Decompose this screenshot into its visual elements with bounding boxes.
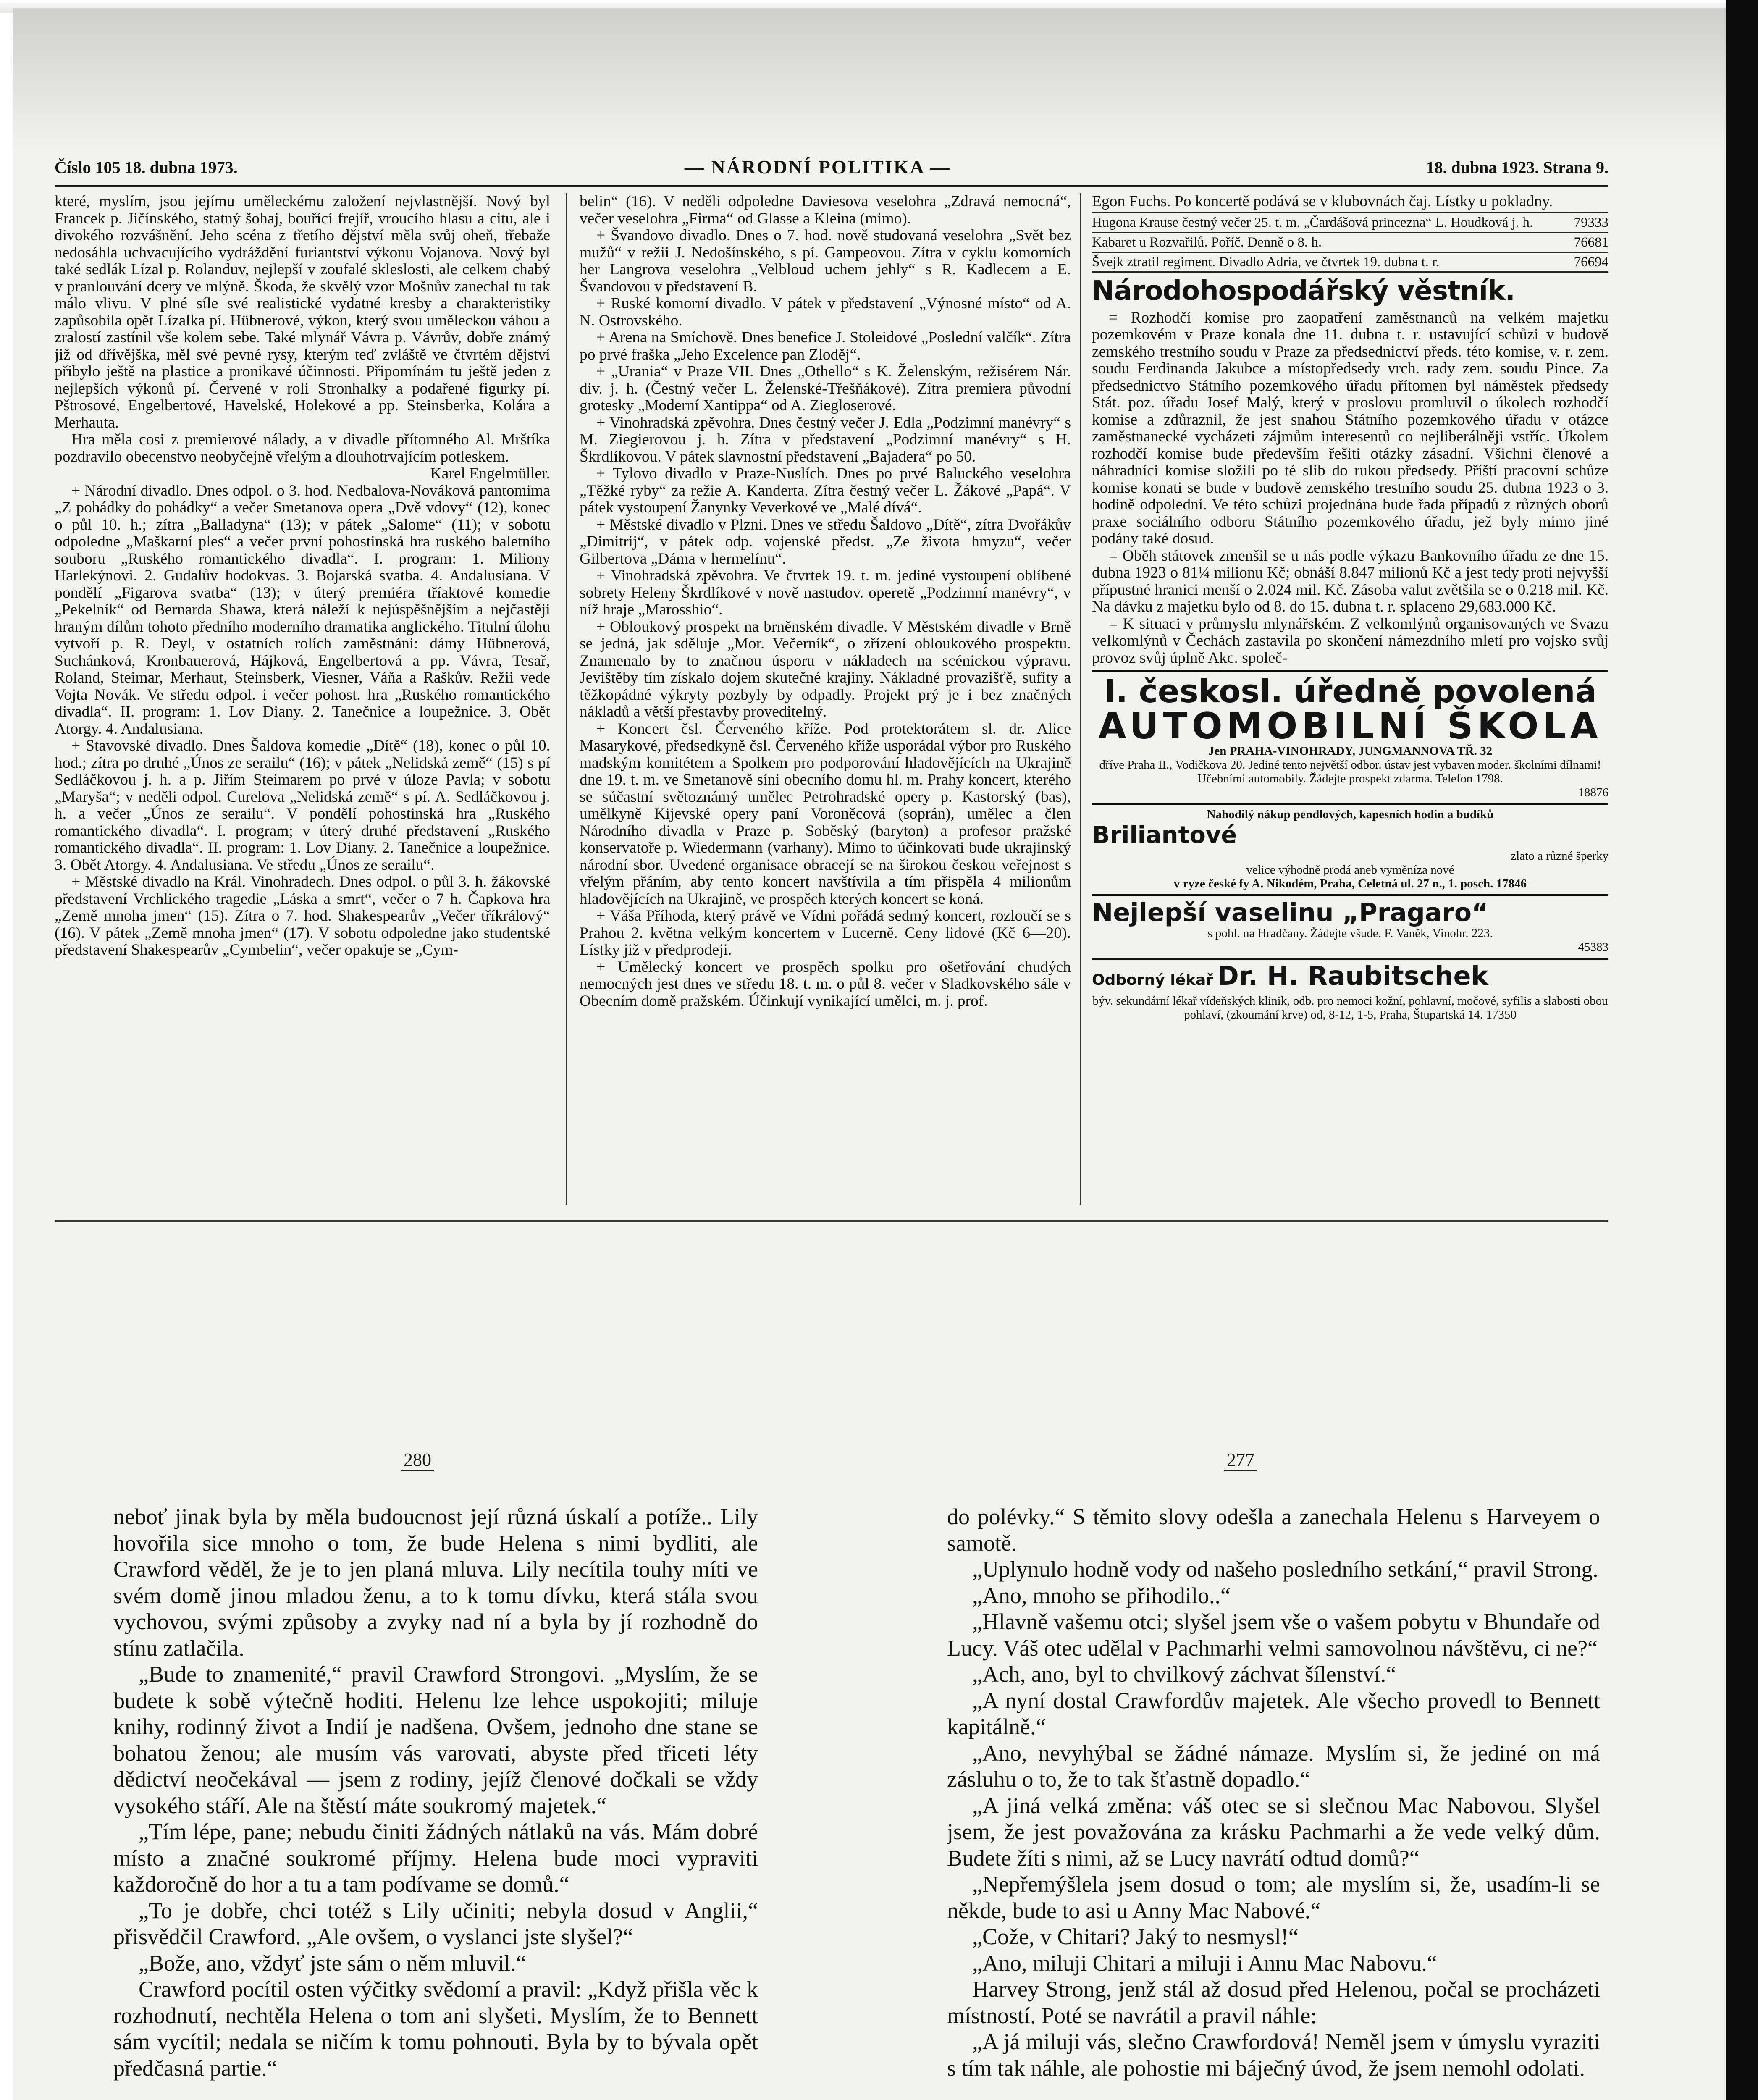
- entertainment-listings: [1092, 212, 1608, 273]
- ad-address: Jen PRAHA-VINOHRADY, JUNGMANNOVA TŘ. 32: [1208, 744, 1493, 758]
- concert-notice: + Váša Příhoda, který právě ve Vídni pořádá sedmý koncert, rozloučí se s Prahou 2. května velkým koncertem v Lucerně. Ceny lidové (Kč 6—20). Lístky již v předprodeji.: [580, 907, 1071, 958]
- novel-paragraph: „A já miluji vás, slečno Crawfordová! Neměl jsem v úmyslu vyraziti s tím tak náhle, ale pohostie mi báječný úvod, že jsem nemohl odolati.: [947, 2029, 1600, 2081]
- ad-lead: Nahodilý nákup pendlových, kapesních hodin a budíků: [1207, 808, 1494, 821]
- listing-text: Hugona Krause čestný večer 25. t. m. „Čardášová princezna“ L. Houdková j. h.: [1092, 215, 1533, 230]
- theatre-notice: + Stavovské divadlo. Dnes Šaldova komedie „Dítě“ (18), konec o půl 10. hod.; zítra po druhé „Únos ze serailu“ (16); v pátek „Nelidská země“ (15) s pí Sedláčkovou j. h. a p. Jiřím Steimarem po prvé v úloze Pavla; v sobotu „Maryša“; v neděli odpol. Curelova „Nelidská země“ s pí. A. Sedláčkovou j. h. a večer „Únos ze serailu“. V pondělí pohostinská hra „Ruského romantického divadla“. I. program; v úterý druhé představení „Ruského romantického divadla“. II. program: 1. Lov Diany. 2. Tanečnice a loupežnice. 3. Obět Atorgy. 4. Andalusiana. Ve středu „Únos ze serailu“.: [55, 737, 550, 874]
- ad-text: velice výhodně prodá aneb vyměníza nové: [1246, 863, 1454, 877]
- book-page-number-left: [401, 1449, 434, 1470]
- ad-text: v ryze české fy A. Nikodém, Praha, Celetná ul. 27 n., 1. posch. 17846: [1173, 877, 1527, 890]
- novel-paragraph: do polévky.“ S těmito slovy odešla a zanechala Helenu s Harveyem o samotě.: [947, 1504, 1600, 1556]
- novel-paragraph: „Hlavně vašemu otci; slyšel jsem vše o vašem pobytu v Bhundaře od Lucy. Váš otec udělal v Pachmarhi velmi samovolnou návštěvu, ci ne?“: [947, 1609, 1600, 1661]
- theatre-notice: + „Urania“ v Praze VII. Dnes „Othello“ s K. Želenským, režisérem Nár. div. j. h. (Čestný večer L. Želenské-Třešňákové). Zítra premiera původní grotesky „Moderní Xantippa“ od A. Ziegloserové.: [580, 363, 1071, 414]
- column-1: [55, 193, 550, 1218]
- ad-code: 45383: [1578, 940, 1608, 954]
- listing-item: [1092, 255, 1608, 270]
- page-number: 280: [401, 1449, 434, 1471]
- theatre-notice: + Městské divadlo na Král. Vinohradech. Dnes odpol. o půl 3. h. žákovské představení Vrchlického tragedie „Láska a smrt“, večer o 7 h. Čapkova hra „Země mnoha jmen“ (15). Zítra o 7. hod. Shakespearův „Večer tříkrálový“ (16). V pátek „Země mnoha jmen“ (17). V sobotu odpoledne jako studentské představení Shakespearův „Cymbelin“, večer opakuje se „Cym-: [55, 873, 550, 958]
- theatre-notice: + Švandovo divadlo. Dnes o 7. hod. nově studovaná veselohra „Svět bez mužů“ v režii J. Nedošínského, s pí. Gampeovou. Zítra v cyklu komorních her Langrova veselohra „Velbloud uchem jehly“ s R. Kadlecem a E. Švandovou v představení B.: [580, 227, 1071, 295]
- concert-notice: + Umělecký koncert ve prospěch spolku pro ošetřování chudých nemocných jest dnes ve středu 18. t. m. o půl 8. večer v Sladkovského sále v Obecním domě pražském. Účinkují vynikající umělci, m. j. prof.: [580, 958, 1071, 1010]
- author-signature: Karel Engelmüller.: [430, 465, 550, 482]
- economy-article: = Oběh státovek zmenšil se u nás podle výkazu Bankovního úřadu ze dne 15. dubna 1923 o 81¼ milionu Kč; obnáší 8.847 milionů Kč a jest tedy proti nejvyšší přípustné hranici menší o 2.024 mil. Kč. Zásoba valut zvětšila se o 0.218 mil. Kč. Na dávku z majetku bylo od 8. do 15. dubna t. r. splaceno 29,683.000 Kč.: [1092, 547, 1608, 615]
- listing-rule: [1092, 212, 1608, 213]
- ad-title: Dr. H. Raubitschek: [1217, 961, 1488, 991]
- novel-paragraph: Crawford pocítil osten výčitky svědomí a pravil: „Když přišla věc k rozhodnutí, nechtěla Helena o tom ani slyšeti. Myslím, že to Bennett sám vycítil; nedala se ničím k tomu pohnouti. Byla by to bývala opět předčasná partie.“: [113, 1977, 758, 2081]
- novel-paragraph: „To je dobře, chci totéž s Lily učiniti; nebyla dosud v Anglii,“ přisvědčil Crawford. „Ale ovšem, o vyslanci jste slyšel?“: [113, 1898, 758, 1949]
- novel-paragraph: „Bude to znamenité,“ pravil Crawford Strongovi. „Myslím, že se budete k sobě výtečně hoditi. Helenu lze lehce uspokojiti; miluje knihy, rodinný život a Indií je nadšena. Ovšem, jednoho dne stane se bohatou ženou; ale musím vás varovati, abyste před třiceti léty dědictví neočekával — jsem z rodiny, jejíž členové dočkali se vždy vysokého stáří. Ale na štěstí máte soukromý majetek.“: [113, 1662, 758, 1818]
- novel-paragraph: „Nepřemýšlela jsem dosud o tom; ale myslím si, že, usadím-li se někde, bude to asi u Anny Mac Nabové.“: [947, 1872, 1600, 1923]
- novel-paragraph: „A nyní dostal Crawfordův majetek. Ale všecho provedl to Bennett kapitálně.“: [947, 1688, 1600, 1739]
- listing-code: 76681: [1574, 234, 1608, 250]
- theatre-notice: + Vinohradská zpěvohra. Dnes čestný večer J. Edla „Podzimní manévry“ s M. Ziegierovou j. h. Zítra v představení „Podzimní manévry“ s H. Škrdlíkovou. V pátek slavnostní představení „Bajadera“ po 50.: [580, 414, 1071, 465]
- scan-border: [1726, 0, 1758, 2100]
- section-title: Národohospodářský věstník.: [1092, 275, 1515, 307]
- advertisement-vaseline: [1092, 894, 1608, 954]
- ad-lead: Odborný lékař: [1092, 971, 1214, 989]
- economy-article: = K situaci v průmyslu mlynářském. Z velkomlýnů organisovaných ve Svazu velkomlýnů v Čechách zastavila po skončení námezdního mletí pro vojsko svůj provoz svůj úplně Akc. společ-: [1092, 615, 1608, 667]
- theatre-notice: + Národní divadlo. Dnes odpol. o 3. hod. Nedbalova-Nováková pantomima „Z pohádky do pohádky“ a večer Smetanova opera „Dvě vdovy“ (12), konec o půl 10. h.; zítra „Balladyna“ (13); v pátek „Salome“ (11); v sobotu odpoledne „Maškarní ples“ a večer první pohostinská hra ruského baletního souboru „Ruského romantického divadla“. I. program: 1. Miliony Harlekýnovi. 2. Gudalův hodokvas. 3. Bojarská svatba. 4. Andalusiana. V pondělí „Figarova svatba“ (13); v úterý premiéra tříaktové komedie „Pekelník“ od Bernarda Shawa, která náleží k nejúspěšnějším a nejčastěji hraným dílům tohoto předního moderního dramatika anglického. Titulní úlohu vytvoří p. R. Deyl, v ostatních rolích zaměstnáni: dámy Hübnerová, Suchánková, Kronbauerová, Hájková, Engelbertová a pp. Vávra, Tesař, Roland, Steimar, Merhaut, Steinsberk, Viesner, Váňa a Raškův. Režii vede Vojta Novák. Ve středu odpol. i večer pohost. hra „Ruského romantického divadla“. II. program: 1. Lov Diany. 2. Tanečnice a loupežnice. 3. Obět Atorgy. 4. Andalusiana.: [55, 482, 550, 738]
- novel-paragraph: „Tím lépe, pane; nebudu činiti žádných nátlaků na vás. Mám dobré místo a značné soukromé příjmy. Helena bude moci vypraviti každoročně do hor a tu a tam podívame se domů.“: [113, 1819, 758, 1897]
- novel-paragraph: „Ano, miluji Chitari a miluji i Annu Mac Nabovu.“: [972, 1950, 1437, 1976]
- ad-title: Nejlepší vaselinu „Pragaro“: [1092, 898, 1488, 927]
- advertisement-driving-school: [1092, 670, 1608, 800]
- listing-rule: [1092, 252, 1608, 253]
- ad-title: I. českosl. úředně povolená: [1104, 672, 1597, 710]
- listing-code: 79333: [1574, 215, 1608, 230]
- listing-rule: [1092, 271, 1608, 273]
- listing-item: [1092, 235, 1608, 250]
- novel-paragraph: Harvey Strong, jenž stál až dosud před Helenou, počal se procházeti místností. Poté se navrátil a pravil náhle:: [947, 1977, 1600, 2028]
- page-top-shading: [13, 8, 1726, 147]
- theatre-notice: + Obloukový prospekt na brněnském divadle. V Městském divadle v Brně se jedná, jak sděluje „Mor. Večerník“, o zřízení obloukového prospektu. Znamenalo by to značnou úsporu v nákladech na scénickou výpravu. Jevištěby tím získalo dojem skutečné krajiny. Nákladné provazišťě, sufity a těžkopádné výkryty pozbyly by odpadly. Projekt prý je i bez značných nákladů a větší přestavby proveditelný.: [580, 618, 1071, 720]
- ad-text: býv. sekundární lékař vídeňských klinik, odb. pro nemoci kožní, pohlavní, močové, syfilis a slabosti obou pohlaví, (zkoumání krve) od, 8-12, 1-5, Praha, Štupartská 14. 17350: [1092, 994, 1608, 1021]
- column-3: [1092, 193, 1608, 1218]
- novel-paragraph: „Ach, ano, byl to chvilkový záchvat šílenství.“: [972, 1662, 1396, 1687]
- theatre-notice: + Tylovo divadlo v Praze-Nuslích. Dnes po prvé Baluckého veselohra „Těžké ryby“ za režie A. Kanderta. Zítra čestný večer L. Žákové „Papá“. V pátek vystoupení Žanynky Veverkové ve „Malé dívá“.: [580, 465, 1071, 516]
- novel-paragraph: neboť jinak byla by měla budoucnost její různá úskalí a potíže.. Lily hovořila sice mnoho o tom, že bude Helena s nimi bydliti, ale Crawford věděl, že je to jen planá mluva. Lily necítila touhy míti ve svém domě jinou mladou ženu, a to k tomu dívku, která stála svou vychovou, svými způsoby a zvyky nad ní a byla by jí rozhodně do stínu zatlačila.: [113, 1504, 758, 1661]
- theatre-notice: + Městské divadlo v Plzni. Dnes ve středu Šaldovo „Dítě“, zítra Dvořákův „Dimitrij“, v pátek odp. vojenské předst. „Ze života hmyzu“, večer Gilbertova „Dáma v hermelínu“.: [580, 516, 1071, 567]
- novel-paragraph: „Cože, v Chitari? Jaký to nesmysl!“: [972, 1924, 1299, 1949]
- ad-subtitle: AUTOMOBILNÍ ŠKOLA: [1098, 705, 1602, 747]
- review-text: které, myslím, jsou jejímu uměleckému založení nejvlastnější. Nový byl Francek p. Jičínského, statný šohaj, bouřící frejíř, vroucího hlasu a citu, ale i divokého rozvášnění. Jeho scéna z třetího dějství měla svůj oheň, třebaže nedosáhla uchvacujícího vydráždění furiantství výkonu Vojanova. Nový byl také sedlák Lízal p. Rolanduv, nejlepší v zoufalé skleslosti, ale celkem chabý v pranlouvání dcery ve mlýně. Škoda, že skvělý vzor Mošnův zanechal tu tak málo vlivu. V plné síle své realistické vydatné kresby a charakteristiky zapůsobila opět Lízalka pí. Hübnerové, výkon, který svou uměleckou váhou a zralostí zastínil vše kolem sebe. Také mlynář Vávra p. Vávrův, dobře známý již od dřívějška, měl své pevné rysy, kterým teď zvláště ve čtvrtém dějství přibylo ještě na plastice a pronikavé účinnosti. Připomínám tu ještě jeden z nejlepších výkonů pí. Červené v roli Stronhalky a podařené figurky pí. Pštrosové, Engelbertové, Havelské, Holekové a pp. Steinsberka, Kolára a Merhauta.: [55, 193, 550, 431]
- novel-paragraph: „Uplynulo hodně vody od našeho posledního setkání,“ pravil Strong.: [972, 1557, 1598, 1582]
- novel-paragraph: „Ano, nevyhýbal se žádné námaze. Myslím si, že jediné on má zásluhu o to, že to tak šťastně dopadlo.“: [947, 1740, 1600, 1792]
- theatre-notice: + Vinohradská zpěvohra. Ve čtvrtek 19. t. m. jediné vystoupení oblíbené sobrety Heleny Škrdlíkové v nově nastudov. operetě „Podzimní manévry“, v níž hraje „Marosshio“.: [580, 567, 1071, 618]
- ad-text: zlato a různé šperky: [1511, 849, 1608, 863]
- listing-rule: [1092, 232, 1608, 233]
- ad-title: Briliantové: [1092, 822, 1237, 849]
- header-rule: [55, 185, 1608, 187]
- theatre-notice: + Arena na Smíchově. Dnes benefice J. Stoleidové „Poslední valčík“. Zítra po prvé fraška „Jeho Excelence pan Zloděj“.: [580, 329, 1071, 363]
- concert-notice: + Koncert čsl. Červeného kříže. Pod protektorátem sl. dr. Alice Masarykové, předsedkyně čsl. Červeného kříže usporádal výbor pro Ruského madským komitétem a Spolkem pro podporování hladovějících na Ukrajině dne 19. t. m. ve Smetanově síni obecního domu hl. m. Prahy koncert, kterého se súčastní světoznámý umělec Petrohradské opery p. Kastorský (bas), umělkyně Kijevské opery paní Voroněcová (soprán), umělec a člen Národního divadla v Praze p. Soběský (baryton) a profesor pražské konservatoře p. Wiedermann (varhany). Mimo to účinkovati bude ukrajinský národní sbor. Uvedené organisace obracejí se na širokou českou veřejnost s vřelým přáním, aby tento koncert navštívila a tím přispěla 4 milionům hladovějících na Ukrajině, ve prospěch kterých koncert se koná.: [580, 720, 1071, 908]
- book-page-number-right: [1224, 1449, 1257, 1470]
- advertisement-doctor: [1092, 958, 1608, 1022]
- theatre-notice: belin“ (16). V neděli odpoledne Daviesova veselohra „Zdravá nemocná“, večer veselohra „Firma“ od Glasse a Kleina (mimo).: [580, 193, 1071, 227]
- economy-article: = Rozhodčí komise pro zaopatření zaměstnanců na velkém majetku pozemkovém v Praze konala dne 11. dubna t. r. ustavující schůzi v budově zemského trestního soudu v Praze za předsednictví předs. této komise, v. r. zem. soudu Ferdinanda Jakubce a místopředsedy vrch. rady zem. soudu Pince. Za předsednictvo Státního pozemkového úřadu přítomen byl náměstek předsedy Stát. poz. úřadu Josef Malý, který v proslovu promluvil o úkolech rozhodčí komise a zdůraznil, že jest snahou Státního pozemkového úřadu v otázce zaměstnanecké vycházeti zájmům interesentů co nejliberálněji vstříc. Úkolem rozhodčí komise bude především řešiti otázky zásadní. Všichni členové a náhradníci komise složili po té slib do rukou předsedy. Příští pracovní schůze komise konati se bude v budově zemského trestního soudu 25. dubna 1923 o 3. hodině odpolední. Ve této schůzi projednána bude řada případů z různých oborů praxe sociálního odboru Státního pozemkového úřadu, jež byly mimo jiné podány také dosud.: [1092, 309, 1608, 547]
- column-divider: [566, 193, 567, 1205]
- header-date-page: 18. dubna 1923. Strana 9.: [1426, 158, 1608, 177]
- novel-paragraph: „A jiná velká změna: váš otec se si slečnou Mac Nabovou. Slyšel jsem, že jest považována za krásku Pachmarhi a že vede velký dům. Budete žíti s nimi, až se Lucy navrátí odtud domů?“: [947, 1793, 1600, 1871]
- listing-item: [1092, 215, 1608, 230]
- page-number: 277: [1224, 1449, 1257, 1471]
- masthead-title: — NÁRODNÍ POLITIKA —: [685, 156, 951, 178]
- book-page-right: [947, 1504, 1600, 2100]
- novel-paragraph: „Ano, mnoho se přihodilo..“: [972, 1583, 1231, 1608]
- ad-code: 18876: [1578, 786, 1608, 799]
- ad-text: s pohl. na Hradčany. Žádejte všude. F. Vaněk, Vinohr. 223.: [1207, 927, 1493, 940]
- novel-paragraph: „Bože, ano, vždyť jste sám o něm mluvil.“: [139, 1950, 526, 1976]
- listing-text: Švejk ztratil regiment. Divadlo Adria, ve čtvrtek 19. dubna t. r.: [1092, 254, 1440, 270]
- page-header: [55, 158, 1608, 183]
- newspaper-bottom-rule: [55, 1220, 1608, 1222]
- listing-code: 76694: [1574, 254, 1608, 270]
- book-page-left: [113, 1504, 758, 2100]
- review-text: Hra měla cosi z premierové nálady, a v divadle přítomného Al. Mrštíka pozdravilo obecenstvo neobyčejně vřelým a dlouhotrvajícím potleskem.: [55, 431, 550, 465]
- column-divider: [1080, 193, 1081, 1205]
- theatre-notice: + Ruské komorní divadlo. V pátek v představení „Výnosné místo“ od A. N. Ostrovského.: [580, 295, 1071, 329]
- ad-text: dříve Praha II., Vodičkova 20. Jediné tento největší odbor. ústav jest vybaven moder. školními dílnami! Učebními automobily. Žádejte prospekt zdarma. Telefon 1798.: [1099, 758, 1601, 785]
- header-issue: Číslo 105 18. dubna 1973.: [55, 158, 238, 177]
- advertisement-jeweller: [1092, 803, 1608, 891]
- concert-notice: Egon Fuchs. Po koncertě podává se v klubovnách čaj. Lístky u pokladny.: [1092, 193, 1553, 210]
- listing-text: Kabaret u Rozvařilů. Poříč. Denně o 8. h.: [1092, 234, 1322, 250]
- column-2: [580, 193, 1071, 1218]
